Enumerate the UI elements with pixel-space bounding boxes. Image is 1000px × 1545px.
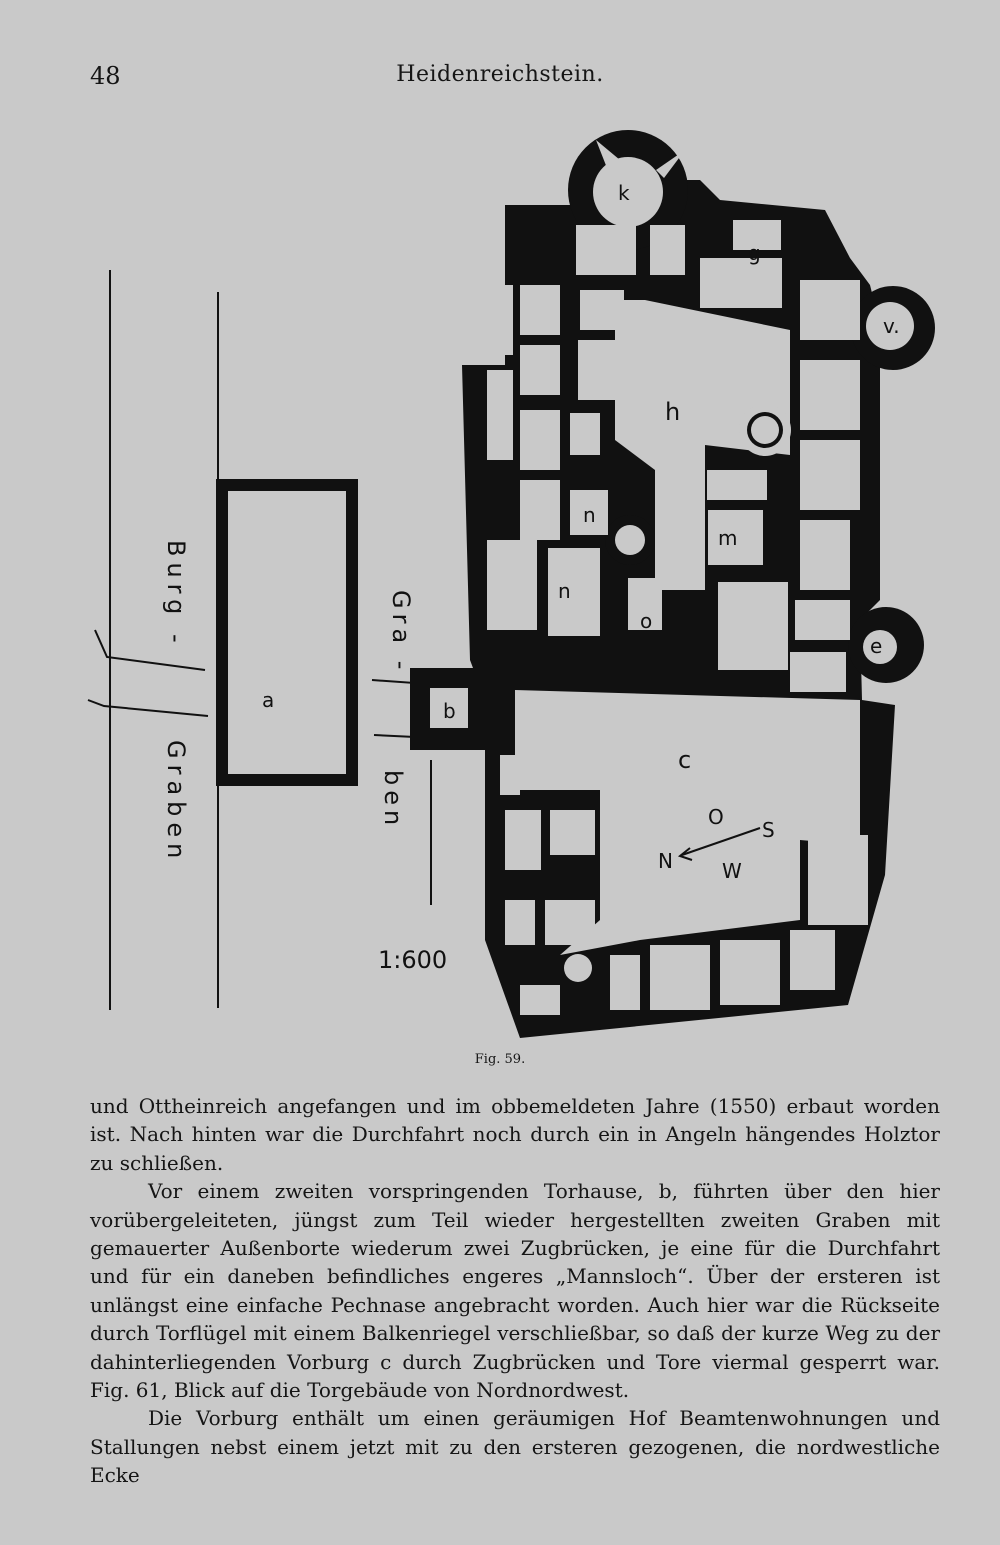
label-m: m: [718, 526, 738, 550]
label-graben-1: Gra -: [387, 590, 415, 675]
label-b: b: [443, 699, 456, 723]
page-header: [0, 58, 1000, 98]
paragraph-1: und Ottheinreich angefangen und im obbemeldeten Jahre (1550) erbaut worden ist. Nach hinten war die Durchfahrt noch durch ein in Angeln hängendes Holztor zu schließen.: [90, 1094, 940, 1175]
compass-s: S: [762, 818, 775, 842]
running-title: Heidenreichstein.: [396, 62, 604, 87]
label-o-room: o: [640, 609, 653, 633]
figure-caption: Fig. 59.: [474, 1052, 526, 1067]
body-text: [90, 1092, 940, 1490]
label-c: c: [678, 746, 692, 774]
label-n-lower: n: [558, 579, 571, 603]
compass-o: O: [708, 805, 724, 829]
label-burg-graben-2: Graben: [162, 740, 190, 865]
label-e: e: [870, 634, 883, 658]
paragraph-2: Vor einem zweiten vorspringenden Torhause, b, führten über den hier vorübergeleiteten, jüngst zum Teil wieder hergestellten zweiten Graben mit gemauerter Außenborte wiederum zwei Zugbrücken, je eine für die Durchfahrt und für ein daneben befindliches engeres „Mannsloch“. Über der ersteren ist unlängst eine einfache Pechnase angebracht worden. Auch hier war die Rückseite durch Torflügel mit einem Balkenriegel verschließbar, so daß der kurze Weg zu der dahinterliegenden Vorburg c durch Zugbrücken und Tore viermal gesperrt war. Fig. 61, Blick auf die Torgebäude von Nordnordwest.: [90, 1179, 940, 1403]
compass-n: N: [658, 849, 673, 873]
compass-w: W: [722, 859, 742, 883]
paragraph-3: Die Vorburg enthält um einen geräumigen Hof Beamtenwohnungen und Stallungen nebst einem jetzt mit zu den ersteren gezogenen, die nordwestliche Ecke: [90, 1406, 940, 1488]
label-h: h: [665, 398, 681, 426]
page-number: 48: [90, 62, 121, 90]
label-k: k: [618, 181, 630, 205]
label-g: g: [748, 241, 761, 265]
label-burg-graben-1: Burg -: [162, 540, 190, 649]
scale-label: 1:600: [378, 946, 448, 974]
label-a: a: [262, 688, 275, 712]
label-graben-2: ben: [379, 770, 407, 831]
castle-floor-plan: [0, 110, 1000, 1045]
label-n-upper: n: [583, 503, 596, 527]
label-v: v.: [883, 314, 900, 338]
